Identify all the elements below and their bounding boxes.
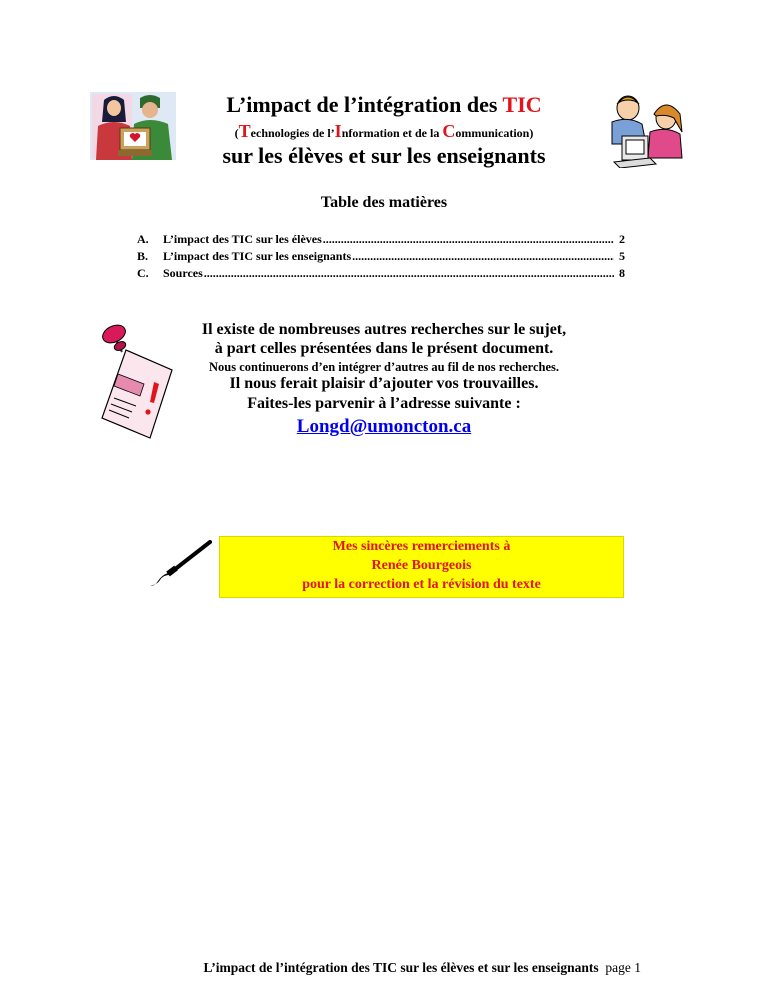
toc-leader xyxy=(352,249,614,264)
document-title: L’impact de l’intégration des TIC xyxy=(226,92,542,117)
toc-entry-page: 5 xyxy=(619,249,625,263)
acknowledgement-name: Renée Bourgeois xyxy=(371,558,472,573)
toc-entry-page: 8 xyxy=(619,266,625,280)
toc-entry-label: L’impact des TIC sur les élèves xyxy=(163,232,322,246)
note-line: à part celles présentées dans le présent document. xyxy=(214,340,554,357)
email-link[interactable]: Longd@umoncton.ca xyxy=(296,416,472,437)
acknowledgement-line: Mes sincères remerciements à xyxy=(332,539,511,554)
toc-entry-page: 2 xyxy=(619,232,625,246)
page-footer xyxy=(0,960,641,976)
table-of-contents xyxy=(137,232,625,283)
toc-entry[interactable] xyxy=(137,266,625,283)
toc-entry-letter: B. xyxy=(137,249,149,263)
document-title-line2: sur les élèves et sur les enseignants xyxy=(222,143,546,168)
page-number: page 1 xyxy=(605,960,641,975)
acknowledgement-line: pour la correction et la révision du texte xyxy=(302,577,541,592)
title-acronym: TIC xyxy=(502,92,542,117)
pushpin-note-icon xyxy=(98,322,178,440)
note-line: Il existe de nombreuses autres recherches sur le sujet, xyxy=(201,321,567,338)
toc-entry-letter: C. xyxy=(137,266,149,280)
toc-heading: Table des matières xyxy=(320,194,448,211)
toc-entry-label: Sources xyxy=(163,266,203,280)
toc-leader xyxy=(323,232,614,247)
paintbrush-icon xyxy=(148,540,212,588)
note-line: Il nous ferait plaisir d’ajouter vos trouvailles. xyxy=(229,375,539,392)
toc-entry[interactable] xyxy=(137,249,625,266)
note-line: Faites-les parvenir à l’adresse suivante : xyxy=(247,395,521,412)
document-subtitle: (Technologies de l’Information et de la Communication) xyxy=(234,121,534,141)
kids-at-computer-clipart-icon xyxy=(604,92,686,168)
note-line: Nous continuerons d’en intégrer d’autres au fil de nos recherches. xyxy=(208,360,559,374)
toc-entry-letter: A. xyxy=(137,232,149,246)
toc-entry-label: L’impact des TIC sur les enseignants xyxy=(163,249,352,263)
toc-entry[interactable] xyxy=(137,232,625,249)
toc-leader xyxy=(204,266,614,281)
footer-title: L’impact de l’intégration des TIC sur les élèves et sur les enseignants xyxy=(203,960,599,975)
